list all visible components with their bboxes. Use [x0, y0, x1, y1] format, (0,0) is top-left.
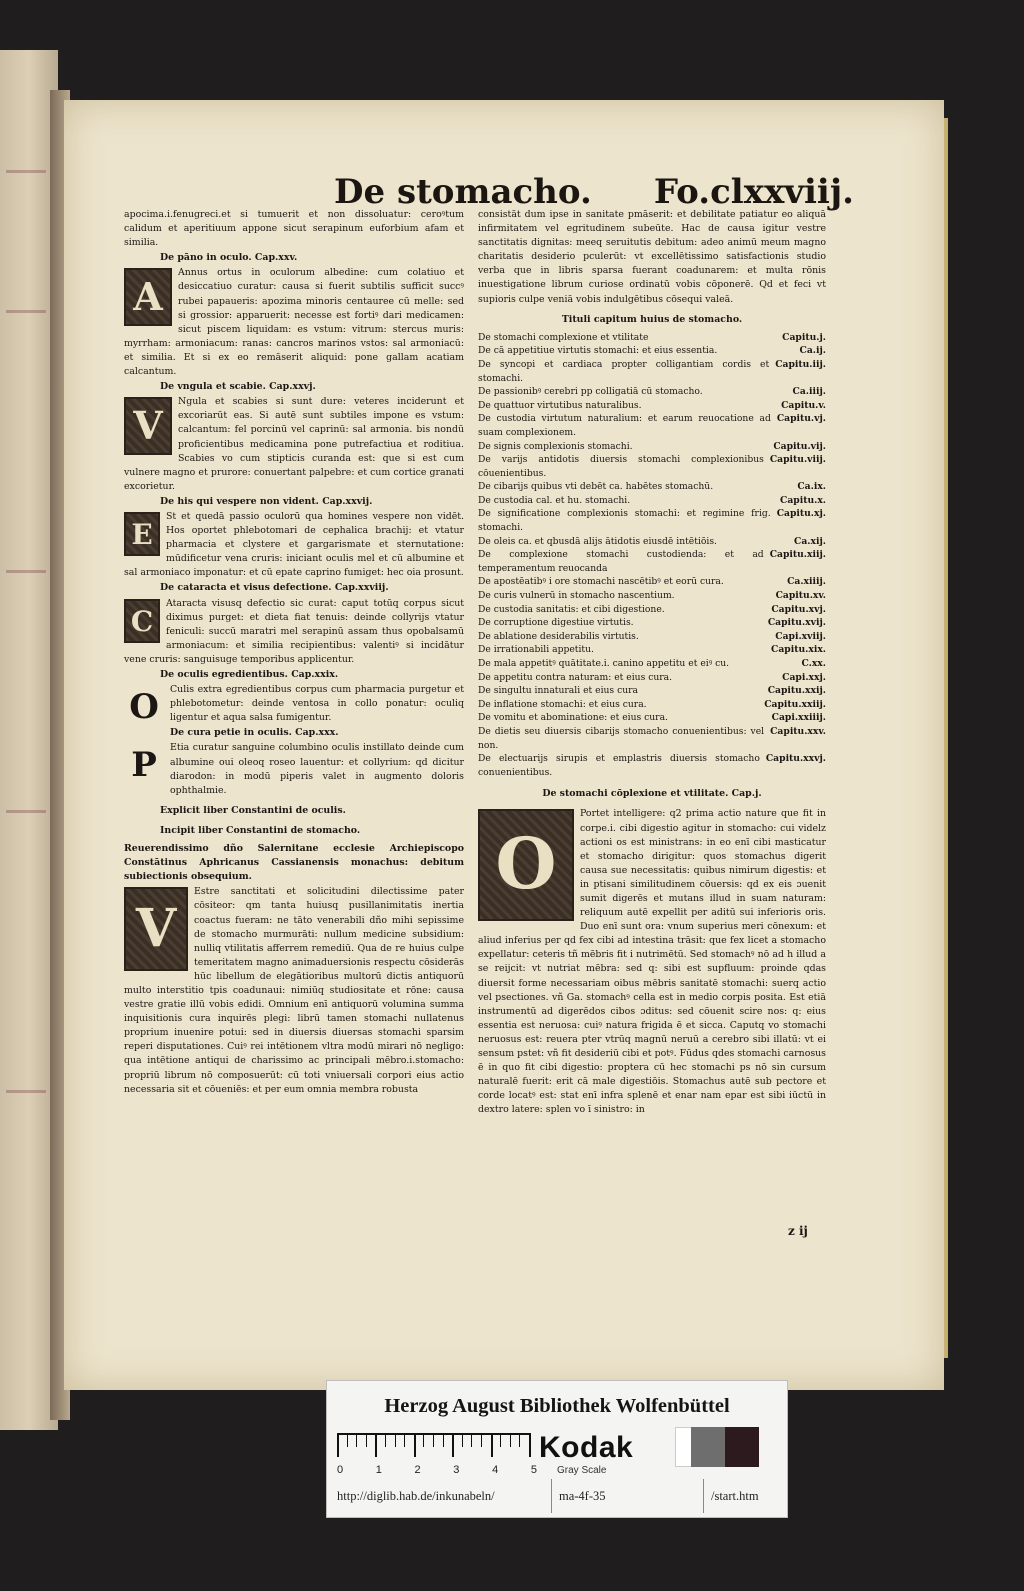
decorated-initial-icon: C — [124, 599, 160, 643]
toc-entry-title: De custodia sanitatis: et cibi digestione. — [478, 603, 665, 615]
ruler-tick — [414, 1435, 416, 1457]
toc-entry-chapter: Capitu.xvj. — [771, 603, 826, 615]
toc-entry-chapter: Capi.xxj. — [782, 671, 826, 683]
ruler-tick — [433, 1435, 434, 1447]
right-text-column — [478, 208, 826, 1278]
toc-entry-title: De appetitu contra naturam: et eius cura. — [478, 671, 673, 683]
toc-entry-chapter: Capitu.v. — [781, 399, 826, 411]
toc-entry-chapter: Capitu.xxvj. — [765, 753, 826, 765]
gray-swatch-dark — [725, 1427, 759, 1467]
folio-number: Fo.clxxviij. — [653, 172, 854, 212]
chapter-heading: De cura petie in oculis. Cap.xxx. — [170, 727, 339, 739]
toc-entry-title: De singultu innaturali et eius cura — [478, 685, 638, 697]
decorated-initial-icon: V — [124, 397, 172, 455]
toc-row — [478, 385, 826, 399]
ruler-tick — [519, 1435, 520, 1447]
chapter-heading: De his qui vespere non vident. Cap.xxvij. — [160, 495, 373, 507]
chapter-heading: De pāno in oculo. Cap.xxv. — [160, 252, 298, 264]
ruler-tick — [471, 1435, 472, 1447]
toc-entry-chapter: Ca.xij. — [794, 535, 826, 547]
toc-entry-chapter: Ca.ij. — [799, 345, 826, 357]
toc-entry-chapter: Capitu.iij. — [775, 358, 826, 370]
gray-swatch-mid — [691, 1427, 725, 1467]
toc-row — [478, 453, 826, 480]
ruler-number: 0 — [337, 1464, 344, 1476]
paragraph: O Portet intelligere: q2 prima actio nature que fit in corpe.i. cibi digestio agitur in stomacho: cui videlz actioni os est ministrans: in eo enī cibi masticatur et stomacho dirigitur: quos stomachus digerit causa sue necessitatis: quibus nimirum digestis: et in ptisani similitudinem cōuersis: qd ex eis ɔuenit sumit digerēs et mutans illud in suam naturam: reliquum autē expellit per aditū sui inferioris oris. Duo enī sunt ora: vnum superius meri cōnexum: et aliud inferius per qd fex cibi ad intestina trāsit: que fex licet a stomacho expellatur: ceteris tñ mēbris fit i nutrimētū. Sed stomachꝰ nō ad h illud a se reijcit: vt nutriat mēbra: sed q: sibi est supfluum: proinde qdas diuersit forme necessariam oibus mēbris sanitatē stomachi: suerq actio vel psectiones. vñ Ga. stomachꝰ cella est in medio corpis posita. Est etiā instrumentū ad digerēdos cibos ɔditus: sed cōuenit scire nos: q: eius essentia est neruosa: cuiꝰ natura frigida ē et sicca. Caputq vo stomachi neruosus est: reuera pter vtrūq magnū neruū a cerebro sibi illatū: vt ei sensum pstet: vñ fit desideriū cibi et potꝰ. Fūdus qdes stomachi carnosus ē in quo fit cibi digestio: proptera cū hec stomachi ps nō sin cursum naturalē fuerit: erit cā male digestiōis. Stomachus autē sub pectore et corde locatꝰ est: stat enī infra splenē et enar nam epar est sibi iūctū in dextro latere: splen vo ī sinistro: in — [478, 808, 826, 1116]
toc-entry-chapter: Capi.xxiiij. — [771, 712, 826, 724]
paragraph: P Etia curatur sanguine columbino oculis instillato deinde cum albumine oui oleoq roseo lauentur: et collyrium: qd dicitur diarodon: in modū piperis valet in augmento doloris ophthalmie. — [124, 741, 464, 797]
toc-entry-title: De varijs antidotis diuersis stomachi complexionibus cōuenientibus. — [478, 454, 764, 479]
ruler-tick — [500, 1435, 501, 1447]
ruler-tick — [356, 1435, 357, 1447]
bleed-through-mark — [6, 1090, 46, 1093]
bleed-through-mark — [6, 810, 46, 813]
ruler-number: 3 — [453, 1464, 460, 1476]
toc-entry-chapter: C.xx. — [801, 658, 826, 669]
toc-entry-title: De cā appetitiue virtutis stomachi: et eius essentia. — [478, 345, 718, 357]
ruler-tick — [404, 1435, 405, 1447]
toc-row — [478, 671, 826, 685]
toc-entry-title: De custodia virtutum naturalium: et earum reuocatione ad suam complexionem. — [478, 413, 771, 438]
page-header — [334, 172, 854, 212]
toc-entry-title: De complexione stomachi custodienda: et ad temperamentum reuocanda — [478, 549, 764, 574]
ruler-tick — [491, 1435, 493, 1457]
toc-entry-title: De signis complexionis stomachi. — [478, 440, 633, 452]
toc-entry-chapter: Ca.xiiij. — [787, 576, 826, 588]
initial-letter: O — [129, 687, 159, 728]
running-head: De stomacho. — [334, 172, 592, 212]
toc-row — [478, 684, 826, 698]
left-text-column — [124, 208, 464, 1278]
toc-row — [478, 752, 826, 779]
explicit-line: Explicit liber Constantini de oculis. — [160, 804, 346, 816]
library-target-strip — [326, 1380, 788, 1518]
toc-row — [478, 507, 826, 534]
ruler-number: 1 — [375, 1464, 382, 1476]
toc-entry-chapter: Capitu.xxv. — [770, 725, 826, 737]
toc-entry-chapter: Capitu.xj. — [776, 508, 826, 520]
scale-ruler — [337, 1433, 531, 1463]
toc-entry-title: De syncopi et cardiaca propter colligantiam cordis et stomachi. — [478, 358, 770, 384]
chapter-heading: De oculis egredientibus. Cap.xxix. — [160, 669, 339, 680]
toc-entry-title: De electuarijs sirupis et emplastris diuersis stomacho conuenientibus. — [478, 753, 760, 778]
source-url: http://diglib.hab.de/inkunabeln/ — [337, 1489, 495, 1503]
ruler-tick — [366, 1435, 367, 1447]
toc-row — [478, 698, 826, 712]
toc-row — [478, 535, 826, 549]
toc-entry-chapter: Capitu.x. — [780, 494, 826, 506]
ruler-tick — [462, 1435, 463, 1447]
toc-entry-title: De inflatione stomachi: et eius cura. — [478, 698, 647, 710]
ruler-tick — [395, 1435, 396, 1447]
decorated-initial-icon: O — [478, 809, 574, 921]
toc-row — [478, 616, 826, 630]
decorated-initial-icon: E — [124, 512, 160, 556]
toc-entry-title: De irrationabili appetitu. — [478, 644, 594, 656]
book-page — [64, 100, 944, 1390]
toc-entry-chapter: Capi.xviij. — [775, 630, 826, 642]
toc-entry-chapter: Capitu.xxiij. — [764, 698, 826, 710]
toc-row — [478, 480, 826, 494]
toc-entry-chapter: Capitu.xxij. — [767, 685, 826, 697]
dedication-heading: Reuerendissimo dño Salernitane ecclesie Archiepiscopo Constātinus Aphricanus Cassianensis monachus: debitum subiectionis obsequium. — [124, 843, 464, 883]
toc-entry-title: De significatione complexionis stomachi: et regimine frig. stomachi. — [478, 508, 771, 534]
toc-entry-title: De apostēatibꝰ i ore stomachi nascētibꝰ et eorū cura. — [478, 576, 724, 588]
gray-scale-label: Gray Scale — [557, 1465, 607, 1476]
ruler-tick — [375, 1435, 377, 1457]
toc-entry-chapter: Capitu.xvij. — [767, 617, 826, 629]
toc-row — [478, 657, 826, 671]
toc-entry-title: De passionibꝰ cerebri pp colligatiā cū stomacho. — [478, 386, 703, 398]
toc-entry-title: De custodia cal. et hu. stomachi. — [478, 494, 631, 506]
ruler-tick — [423, 1435, 424, 1447]
toc-row — [478, 412, 826, 439]
chapter-heading: De cataracta et visus defectione. Cap.xxviij. — [160, 582, 389, 594]
chapter-heading: De vngula et scabie. Cap.xxvj. — [160, 381, 316, 393]
toc-entry-title: De stomachi complexione et vtilitate — [478, 331, 649, 343]
ruler-numbers — [337, 1464, 537, 1476]
toc-entry-chapter: Capitu.xv. — [775, 590, 826, 602]
paragraph: V Estre sanctitati et solicitudini dilectissime pater cōsiteor: qm tanta huiusq pusillanimitatis inertia coactus fueram: ne tāto venerabili dño mihi sepissime de stomacho murmurāti: nullum medicine subsidium: nulliq vtilitatis afferrem remediū. Qua de re huius culpe temeritatem magno animaduersionis respectu cōsiderās hūc libellum de elegātioribus multorū dictis antiquorū multo interstitio tpis coadunaui: nimiūq studiositate et rōne: causa vestre gratie illū vobis edidi. Omnium enī antiquorū volumina summa inquisitionis cura inquirēs plegi: librū tamen stomachi nullatenus proprium inuenire potui: sed in diuersis diuersas stomachi sparsim reperi disputationes. Cuiꝰ rei intētionem vltra modū mirari nō negligo: qua intētione antiqui de charissimo ac principali mēbro.i.stomacho: propriū librum nō composuerūt: cū toti vniuersali corpori eius actio necessaria sit et cōueniēs: et per eum omnia membra robusta — [124, 886, 464, 1095]
divider — [703, 1479, 704, 1513]
toc-row — [478, 589, 826, 603]
paragraph: apocima.i.fenugreci.et si tumuerit et non dissoluatur: ceroꝰtum calidum et aperitiuum appone sicut serapinum euforbium afam et similia. — [124, 209, 464, 249]
toc-entry-title: De mala appetitꝰ quātitate.i. canino appetitu et eiꝰ cu. — [478, 658, 730, 669]
paragraph: C Ataracta visusq defectio sic curat: caput totūq corpus sicut diximus purget: et dieta fiat tenuis: deinde collyrijs vtatur feniculi: succū maratri mel serapinū assam thus opobalsamū armoniacum: et similia recipientibus: valentiꝰ si incidātur vene cruris: sanguisuge temporibus applicentur. — [124, 597, 464, 665]
toc-row — [478, 358, 826, 385]
paragraph: E St et quedā passio oculorū qua homines vespere non vidēt. Hos oportet phlebotomari de cephalica brachij: et vtatur pharmacia et clystere et gargarismate et sternutatione: mūdificetur vena cruris: iniciant oculis mel et cū albumine et sal armoniaco imponatur: et cū epate caprino fumiget: hec oia prosunt. — [124, 510, 464, 579]
kodak-logo: Kodak — [539, 1431, 634, 1464]
toc-entry-title: De cibarijs quibus vti debēt ca. habētes stomachū. — [478, 481, 714, 493]
bleed-through-mark — [6, 310, 46, 313]
ruler-number: 2 — [414, 1464, 421, 1476]
toc-entry-chapter: Ca.iiij. — [792, 386, 826, 398]
toc-entry-chapter: Capitu.viij. — [769, 454, 826, 466]
toc-title: Tituli capitum huius de stomacho. — [561, 313, 743, 325]
ruler-tick — [452, 1435, 454, 1457]
toc-row — [478, 643, 826, 657]
toc-row — [478, 548, 826, 575]
toc-entry-title: De ablatione desiderabilis virtutis. — [478, 630, 639, 642]
toc-row — [478, 630, 826, 644]
ruler-tick — [510, 1435, 511, 1447]
toc-row — [478, 575, 826, 589]
toc-entry-chapter: Capitu.j. — [782, 331, 826, 343]
table-of-contents — [478, 331, 826, 780]
toc-row — [478, 399, 826, 413]
toc-row — [478, 331, 826, 345]
ruler-tick — [347, 1435, 348, 1447]
toc-entry-title: De dietis seu diuersis cibarijs stomacho conuenientibus: vel non. — [478, 725, 765, 751]
incipit-line: Incipit liber Constantini de stomacho. — [160, 824, 361, 836]
toc-entry-chapter: Capitu.xix. — [771, 644, 826, 656]
toc-row — [478, 344, 826, 358]
ruler-number: 4 — [492, 1464, 499, 1476]
signature-mark: z ij — [788, 1224, 808, 1238]
ruler-tick — [481, 1435, 482, 1447]
bleed-through-mark — [6, 170, 46, 173]
ruler-tick — [385, 1435, 386, 1447]
toc-entry-title: De vomitu et abominatione: et eius cura. — [478, 712, 668, 724]
toc-entry-chapter: Capitu.vij. — [773, 440, 826, 452]
toc-entry-chapter: Capitu.xiij. — [769, 549, 826, 561]
toc-row — [478, 603, 826, 617]
paragraph: O Culis extra egredientibus corpus cum pharmacia purgetur et phlebotometur: deinde ventosa in collo ponatur: oculiq ligentur et aqua salsa fumigentur. — [124, 683, 464, 725]
chapter-heading: De stomachi cōplexione et vtilitate. Cap.j. — [542, 788, 762, 800]
library-name: Herzog August Bibliothek Wolfenbüttel — [384, 1395, 730, 1417]
ruler-tick — [529, 1435, 531, 1457]
shelfmark-code: ma-4f-35 — [559, 1489, 606, 1503]
toc-entry-title: De corruptione digestiue virtutis. — [478, 617, 634, 629]
toc-entry-title: De curis vulnerū in stomacho nascentium. — [478, 590, 675, 602]
toc-row — [478, 494, 826, 508]
ruler-tick — [443, 1435, 444, 1447]
toc-entry-title: De quattuor virtutibus naturalibus. — [478, 399, 642, 411]
toc-row — [478, 440, 826, 454]
toc-entry-chapter: Ca.ix. — [797, 481, 826, 493]
ruler-tick — [337, 1435, 339, 1457]
start-page-link: /start.htm — [711, 1489, 759, 1503]
toc-entry-title: De oleis ca. et qbusdā alijs ātidotis eiusdē intētiōis. — [478, 535, 717, 547]
ruler-number: 5 — [530, 1464, 537, 1476]
toc-row — [478, 711, 826, 725]
toc-entry-chapter: Capitu.vj. — [776, 413, 826, 425]
paragraph: consistāt dum ipse in sanitate pmāserit: et debilitate patiatur eo aliquā infirmitatem vel egritudinem subeūte. Hac de causa igitur vestre sanctitatis dignitas: meeq seruitutis debitum: adeo animū meum magno charitatis desiderio pculerūt: vt excellētissimo satisfactionis studio verba que in libris sparsa fuerant coadunarem: et multa rōnis inuestigatione librum curiose ordinatū vobis cōponerē. Qd et feci vt supioris culpe veniā vobis indulgētibus cōsequi valeā. — [478, 209, 826, 305]
initial-letter: P — [131, 745, 157, 786]
decorated-initial-icon: V — [124, 887, 188, 971]
decorated-initial-icon: A — [124, 268, 172, 326]
divider — [551, 1479, 552, 1513]
paragraph: A Annus ortus in oculorum albedine: cum colatiuo et desiccatiuo curatur: causa si fuerit subtilis sufficit succꝰ rubei papaueris: apozima minoris centauree cū melle: sed si grossior: apparuerit: necesse est fortiꝰ dari medicamen: sicut piscem liquidam: es vstum: vitrum: stercus muris: myrrham: armoniacum: ranas: cancros marinos vstos: sal armoniacū: et similia. Et si ex eo remāserit aliquid: pone gallam acatiam calcantum. — [124, 267, 464, 378]
bleed-through-mark — [6, 570, 46, 573]
toc-row — [478, 725, 826, 752]
paragraph: V Ngula et scabies si sunt dure: veteres inciderunt et excoriarūt eas. Si autē sunt subtiles impone es vstum: calcantum: fel porcinū vel caprinū: sal armonia. bis nondū proficientibus medicamina pone putrefactiua et roditiua. Scabies vo cum stipticis curanda est: que si est cum vulnere magno et prurore: conuertant palpebre: et cum cortice granati excorietur. — [124, 396, 464, 492]
